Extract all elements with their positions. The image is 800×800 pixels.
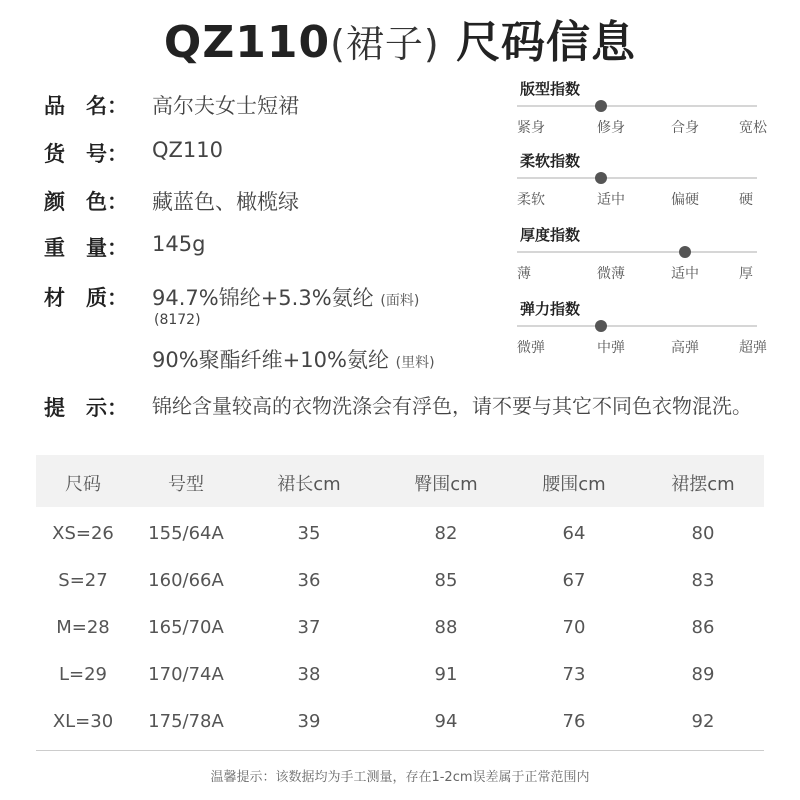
index-level-label: 合身 [671,120,699,136]
table-row [36,695,764,742]
index-level-label: 适中 [597,192,625,208]
table-header-cell: 腰围cm [542,474,606,495]
table-cell: 165/70A [148,617,224,638]
size-table-body [36,507,764,742]
table-cell: 67 [562,570,586,591]
index-scale-line [517,325,757,327]
index-level-label: 修身 [597,120,625,136]
table-header-cell: 裙长cm [277,474,341,495]
note-label: 提 示： [44,396,128,420]
index-level-label: 适中 [671,266,699,282]
table-cell: 92 [691,711,715,732]
info-item-no-value: QZ110 [152,138,223,162]
info-material-line1 [152,282,419,312]
table-cell: 80 [691,523,715,544]
index-level-marker [595,172,607,184]
table-cell: 91 [434,664,458,685]
title-rest: 尺码信息 [456,17,637,68]
material-lining: 90%聚酯纤维+10%氨纶 [152,348,389,372]
title-category: (裙子) [330,22,440,66]
table-cell: 37 [297,617,321,638]
material-fabric: 94.7%锦纶+5.3%氨纶 [152,286,374,310]
table-cell: XS=26 [52,523,114,544]
index-level-marker [679,246,691,258]
table-row [36,507,764,554]
table-cell: 94 [434,711,458,732]
index-title: 厚度指数 [520,226,581,244]
title-code: QZ110 [163,17,331,68]
info-weight-label: 重 量： [44,236,128,260]
table-cell: 85 [434,570,458,591]
table-row [36,601,764,648]
size-table [36,455,764,742]
table-cell: M=28 [56,617,110,638]
index-scale-line [517,105,757,107]
info-weight-value: 145g [152,232,206,256]
info-name-value: 高尔夫女士短裙 [152,94,299,118]
page-title [0,6,800,70]
table-cell: 155/64A [148,523,224,544]
table-cell: S=27 [58,570,108,591]
info-material-row [44,282,464,372]
table-cell: 89 [691,664,715,685]
table-cell: 83 [691,570,715,591]
info-item-no-label: 货 号： [44,142,128,166]
table-cell: L=29 [58,664,108,685]
table-cell: 35 [297,523,321,544]
table-cell: 160/66A [148,570,224,591]
index-title: 弹力指数 [520,300,581,318]
table-cell: 170/74A [148,664,224,685]
table-cell: 64 [562,523,586,544]
index-block [517,298,767,360]
table-row [36,648,764,695]
info-color-value: 藏蓝色、橄榄绿 [152,190,299,214]
material-lining-note: (里料) [395,355,435,371]
index-block [517,150,757,212]
table-cell: 86 [691,617,715,638]
note-text: 锦纶含量较高的衣物洗涤会有浮色，请不要与其它不同色衣物混洗。 [152,394,752,418]
info-material-line2 [152,344,435,374]
table-cell: XL=30 [52,711,114,732]
index-level-label: 柔软 [517,192,545,208]
info-material-label: 材 质： [44,286,128,310]
index-level-label: 薄 [517,266,531,282]
index-scale-line [517,177,757,179]
table-bottom-divider [36,750,764,751]
index-level-marker [595,320,607,332]
info-name-label: 品 名： [44,94,128,118]
index-block [517,78,767,140]
index-level-label: 宽松 [739,120,767,136]
table-cell: 175/78A [148,711,224,732]
table-header-cell: 尺码 [65,474,101,495]
index-block [517,224,757,286]
index-level-label: 偏硬 [671,192,699,208]
index-level-label: 高弹 [671,340,699,356]
index-title: 版型指数 [520,80,581,98]
index-level-label: 微薄 [597,266,625,282]
table-header-cell: 臀围cm [414,474,478,495]
index-scale-line [517,251,757,253]
index-level-label: 厚 [739,266,753,282]
table-cell: 82 [434,523,458,544]
table-cell: 38 [297,664,321,685]
index-level-label: 紧身 [517,120,545,136]
size-table-header [36,455,764,507]
material-fabric-code: (8172) [154,312,201,328]
table-cell: 88 [434,617,458,638]
footnote: 温馨提示：该数据均为手工测量，存在1-2cm误差属于正常范围内 [210,770,590,785]
info-color-label: 颜 色： [44,190,128,214]
table-cell: 36 [297,570,321,591]
table-header-cell: 号型 [168,474,204,495]
index-level-label: 超弹 [739,340,767,356]
index-level-label: 微弹 [517,340,545,356]
index-title: 柔软指数 [520,152,581,170]
table-header-cell: 裙摆cm [671,474,735,495]
index-level-marker [595,100,607,112]
table-row [36,554,764,601]
table-cell: 39 [297,711,321,732]
index-level-label: 硬 [739,192,753,208]
table-cell: 73 [562,664,586,685]
table-cell: 70 [562,617,586,638]
material-fabric-note: (面料) [380,293,420,309]
table-cell: 76 [562,711,586,732]
index-level-label: 中弹 [597,340,625,356]
